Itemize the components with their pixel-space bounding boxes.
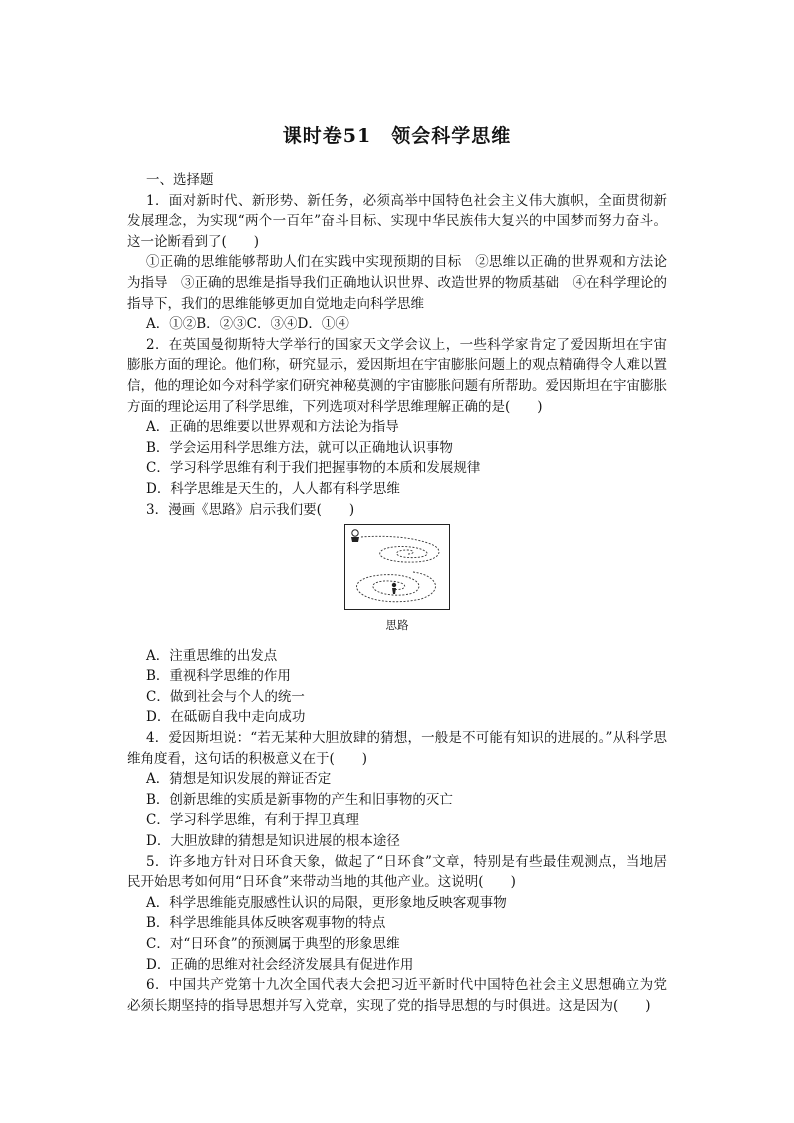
option-a: A．正确的思维要以世界观和方法论为指导 (146, 419, 399, 436)
person-icon-center (392, 583, 396, 594)
question-stem: 6．中国共产党第十九次全国代表大会把习近平新时代中国特色社会主义思想确立为党必须长期坚持的指导思想并写入党章，实现了党的指导思想的与时俱进。这是因为( ) (127, 977, 667, 1014)
question-list (127, 170, 667, 1016)
option-c: C．做到社会与个人的统一 (146, 688, 305, 705)
figure-caption: 思路 (385, 617, 409, 632)
question-stem: 3．漫画《思路》启示我们要( ) (146, 501, 355, 518)
question-statements: ①正确的思维能够帮助人们在实践中实现预期的目标 ②思维以正确的世界观和方法论为指导 ③正确的思维是指导我们正确地认识世界、改造世界的物质基础 ④在科学理论的指导下，我们的思维能够更加自觉地走向科学思维 (127, 254, 667, 312)
option-c: C．学习科学思维，有利于捍卫真理 (146, 812, 359, 829)
person-icon-top (351, 530, 359, 542)
cartoon-image (344, 524, 450, 610)
option-d: D．大胆放肆的猜想是知识进展的根本途径 (146, 833, 400, 850)
option-a: A．猜想是知识发展的辩证否定 (146, 771, 332, 788)
question-stem: 1．面对新时代、新形势、新任务，必须高举中国特色社会主义伟大旗帜，全面贯彻新发展理念，为实现“两个一百年”奋斗目标、实现中华民族伟大复兴的中国梦而努力奋斗。这一论断看到了( ) (127, 192, 667, 250)
question-stem: 4．爱因斯坦说：“若无某种大胆放肆的猜想，一般是不可能有知识的进展的。”从科学思维角度看，这句话的积极意义在于( ) (127, 730, 667, 767)
page-title: 课时卷51 领会科学思维 (282, 125, 512, 147)
option-c: C．学习科学思维有利于我们把握事物的本质和发展规律 (146, 460, 481, 477)
question-stem: 2．在英国曼彻斯特大学举行的国家天文学会议上，一些科学家肯定了爱因斯坦在宇宙膨胀方面的理论。他们称，研究显示，爱因斯坦在宇宙膨胀问题上的观点精确得令人难以置信，他的理论如今对科学家们研究神秘莫测的宇宙膨胀问题有所帮助。爱因斯坦在宇宙膨胀方面的理论运用了科学思维，下列选项对科学思维理解正确的是( ) (127, 336, 667, 415)
spiral-path-illustration (345, 525, 449, 609)
upper-spiral (361, 536, 439, 562)
option-a: A．注重思维的出发点 (146, 647, 278, 664)
option-b: B．重视科学思维的作用 (146, 668, 291, 685)
option-d: D．正确的思维对社会经济发展具有促进作用 (146, 956, 414, 973)
section-heading: 一、选择题 (146, 172, 214, 188)
option-a: A．科学思维能克服感性认识的局限，更形象地反映客观事物 (146, 894, 507, 911)
option-d: D．在砥砺自我中走向成功 (146, 709, 306, 726)
option-b: B．科学思维能具体反映客观事物的特点 (146, 915, 386, 932)
option-d: D．科学思维是天生的，人人都有科学思维 (146, 480, 400, 497)
option-c: C．对“日环食”的预测属于典型的形象思维 (146, 936, 400, 952)
cartoon-figure (127, 524, 667, 632)
option-b: B．创新思维的实质是新事物的产生和旧事物的灭亡 (146, 791, 453, 808)
answer-options: A．①②B．②③C．③④D．①④ (146, 316, 349, 333)
question-stem: 5．许多地方针对日环食天象，做起了“日环食”文章，特别是有些最佳观测点，当地居民开始思考如何用“日环食”来带动当地的其他产业。这说明( ) (127, 853, 667, 891)
option-b: B．学会运用科学思维方法，就可以正确地认识事物 (146, 439, 453, 456)
lower-spiral (357, 572, 436, 602)
